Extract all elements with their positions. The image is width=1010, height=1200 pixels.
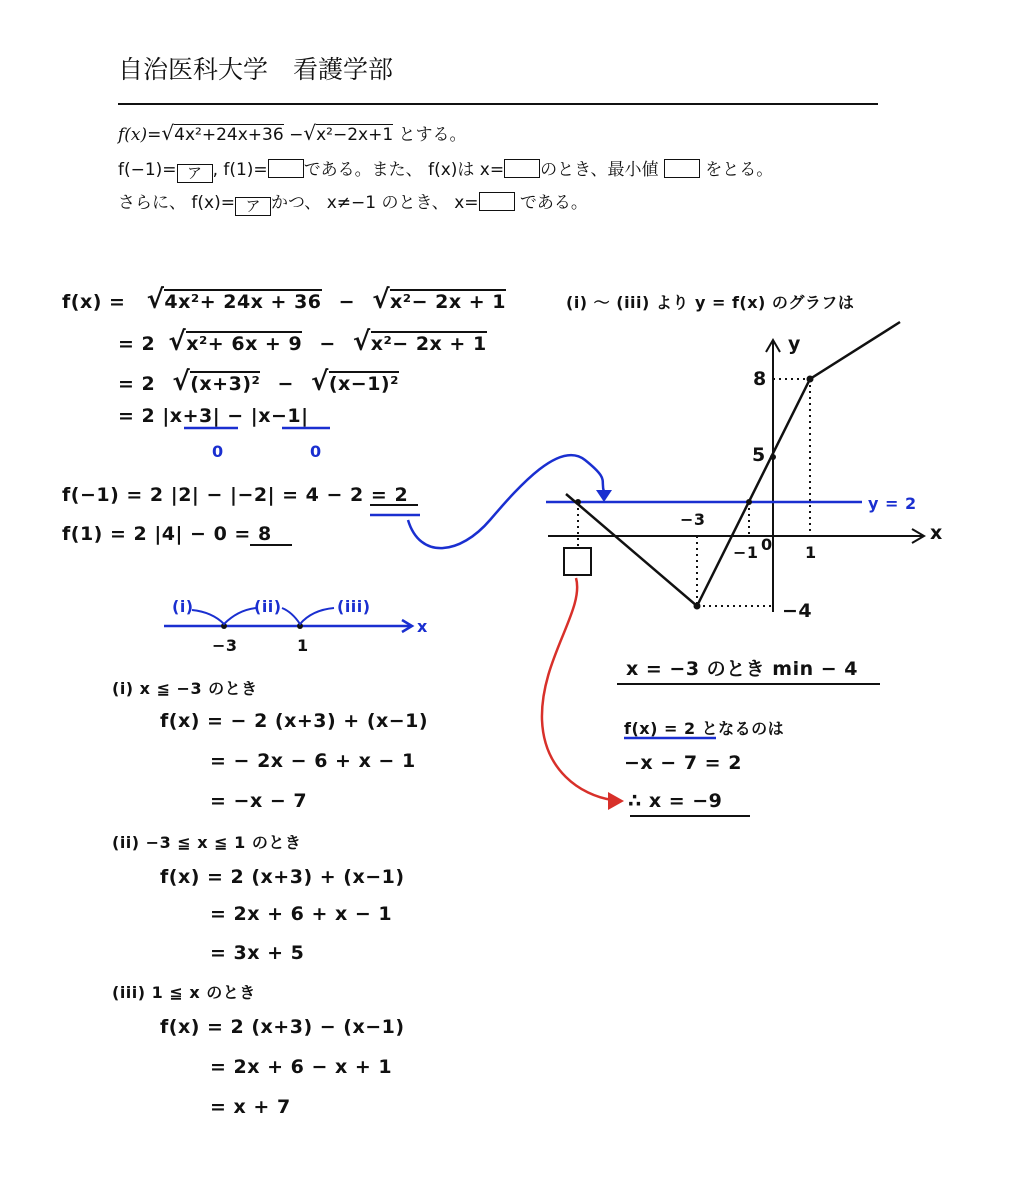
graph-tick-m3: −3 [680,510,706,529]
graph-tick-5: 5 [752,444,766,466]
case-iii-heading: (iii) 1 ≦ x のとき [112,983,256,1002]
graph-tick-m4: −4 [782,600,813,622]
f-minus-1-line: f(−1) = 2 |2| − |−2| = 4 − 2 = 2 [62,484,409,506]
graph-y-axis-label: y [788,333,801,355]
number-line-label-ii: (ii) [254,597,282,616]
problem-line-1: f(x)=√4x²+24x+36 −√x²−2x+1 とする。 [118,121,467,145]
min-statement: x = −3 のとき min − 4 [626,658,858,680]
case-i-heading: (i) x ≦ −3 のとき [112,679,258,698]
red-arrow-head [608,792,624,810]
f-1-answer: 8 [257,523,272,545]
graph-tick-8: 8 [753,368,767,390]
graph-line-y2-label: y = 2 [868,494,917,513]
answer-box-a-2: ア [235,197,271,216]
case-i-line-2: = − 2x − 6 + x − 1 [210,750,416,772]
problem-line-2: f(−1)= ア , f(1)= である。また、 f(x)は x= のとき、最小値 をとる。 [118,160,774,182]
case-iii-line-3: = x + 7 [210,1096,291,1118]
number-line-arc-1 [192,608,256,624]
case-i-line-3: = −x − 7 [210,790,308,812]
work-line-2: = 2 √x²+ 6x + 9 − √x²− 2x + 1 [118,327,487,357]
solution-line-2: −x − 7 = 2 [624,752,742,774]
red-curved-arrow [542,578,612,800]
number-line-label-i: (i) [172,597,194,616]
number-line-label-iii: (iii) [337,597,371,616]
graph-tick-0: 0 [761,535,773,554]
case-ii-line-1: f(x) = 2 (x+3) + (x−1) [160,866,405,888]
graph-dotted-guides [578,379,810,606]
answer-box-a: ア [177,164,213,183]
case-ii-heading: (ii) −3 ≦ x ≦ 1 のとき [112,833,302,852]
work-line-3: = 2 √(x+3)² − √(x−1)² [118,367,399,397]
zero-mark-2: 0 [310,442,322,461]
zero-mark-1: 0 [212,442,224,461]
work-line-4: = 2 |x+3| − |x−1| [118,405,309,427]
solution-line-1: f(x) = 2 となるのは [624,719,785,738]
blue-arrow-head [596,490,612,502]
graph-point-y5 [770,454,776,460]
case-iii-line-1: f(x) = 2 (x+3) − (x−1) [160,1016,405,1038]
work-line-1: f(x) = √4x²+ 24x + 36 − √x²− 2x + 1 [62,285,507,315]
graph-tick-1: 1 [805,543,817,562]
page-title: 自治医科大学 看護学部 [118,55,394,84]
graph-tick-m1: −1 [733,543,759,562]
graph-function-curve [566,322,900,606]
graph-unknown-box [564,548,591,575]
graph-caption: (i) 〜 (iii) より y = f(x) のグラフは [566,293,855,312]
f-1-line: f(1) = 2 |4| − 0 = 8 [62,523,272,545]
number-line-x-label: x [417,617,428,636]
number-line-tick-m3: −3 [212,636,238,655]
solution-line-3: ∴ x = −9 [628,790,723,812]
graph-x-axis-label: x [930,522,943,544]
case-i-line-1: f(x) = − 2 (x+3) + (x−1) [160,710,429,732]
case-ii-line-2: = 2x + 6 + x − 1 [210,903,393,925]
problem-line-3: さらに、 f(x)= ア かつ、 x≠−1 のとき、 x= である。 [118,193,588,215]
case-iii-line-2: = 2x + 6 − x + 1 [210,1056,393,1078]
number-line-arc-2 [282,608,334,624]
case-ii-line-3: = 3x + 5 [210,942,305,964]
number-line-tick-1: 1 [297,636,309,655]
f-minus-1-answer: 2 [394,484,409,506]
